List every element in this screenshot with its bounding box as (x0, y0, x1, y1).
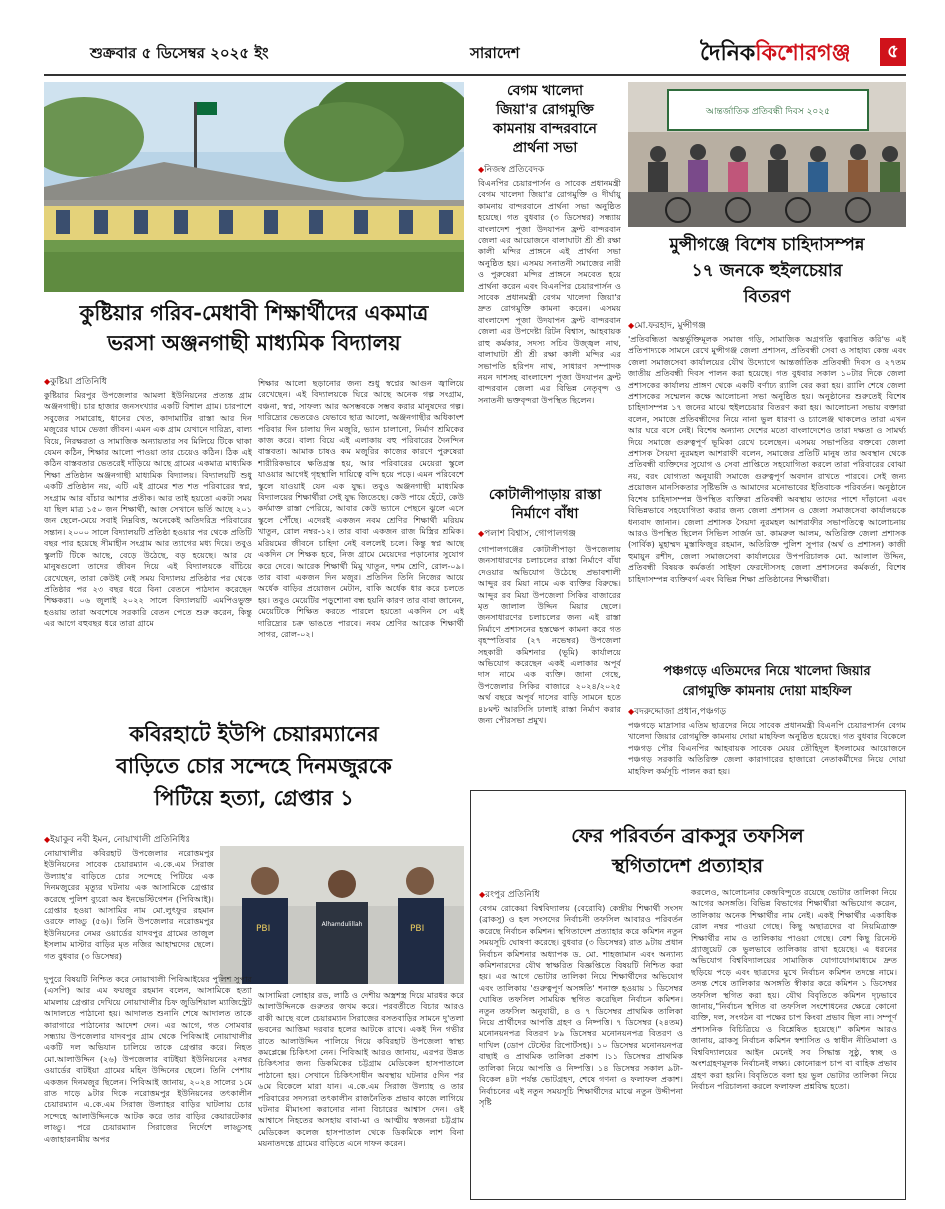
road-body: গোপালগঞ্জের কোটালীপাড়া উপজেলায় জনসাধারণের চলাচলের রাস্তা নির্মাণে বাঁধা দেওয়ার অভিযোগ উঠেছে প্রভাবশালী আব্দুর রব মিয়া নামে এক ব্যক্তির বিরুদ্ধে। আব্দুর রব মিয়া উপজেলা সিকির বাজারের মৃত জালাল উদ্দিন মিয়ার ছেলে। জনসাধারণের চলাচলের জন্য এই রাস্তা নির্মাণে প্রশাসনের হস্তক্ষেপ কামনা করে গত বৃহস্পতিবার (২৭ নভেম্বর) উপজেলা সহকারী কমিশনার (ভূমি) কার্যালয়ে অভিযোগ করেছেন একই এলাকার অপূর্ব দাস নামে এক ব্যক্তি। জানা গেছে, উপজেলার সিকির বাজারে ২০২৪/২০২৫ অর্থ বছরে অপূর্ব দাসের বাড়ি সামনে হতে ৪৮মন্ট আরসিসি ঢালাই রাস্তা নির্মাণ করার জন্য পৌরসভা প্রমুখ। (478, 544, 621, 726)
doa-headline-line1: পঞ্চগড়ে এতিমদের নিয়ে খালেদা জিয়ার (663, 664, 871, 679)
wheelchair-body: 'প্রতিবন্ধিতা অন্তর্ভুক্তিমূলক সমাজ গড়ি, সামাজিক অগ্রগতি ত্বরান্বিত করি'ভ এই প্রতিপাদ্যকে সামনে রেখে মুন্সীগঞ্জ জেলা প্রশাসন, প্রতিবন্ধী সেবা ও সাহায্য কেন্দ্র এবং জেলা সমাজসেবা কার্যালয়ের যৌথ উদ্যোগে আন্তর্জাতিক প্রতিবন্ধী দিবস ও ২৭তম জাতীয় প্রতিবন্ধী দিবস পালন করা হয়েছে। গত বুধবার সকাল ১০টার দিকে জেলা প্রশাসকের কার্যালয় প্রাঙ্গণ থেকে একটি বর্ণাঢ্য র‍্যালি বের করা হয়। র‍্যালি শেষে জেলা প্রশাসকের সম্মেলন কক্ষে আলোচনা সভা অনুষ্ঠিত হয়। অনুষ্ঠানের শুরুতেই বিশেষ চাহিদাসম্পন্ন ১৭ জনের মাঝে হুইলচেয়ার বিতরণ করা হয়। আলোচনা সভায় বক্তারা বলেন, সমাজে প্রতিবন্ধীদের নিয়ে নানা ভুল ধারণা ও চ্যালেঞ্জ থাকলেও তারা এখন আর ঘরে বসে নেই। বিশেষ অন্যান্য দেশের মতো বাংলাদেশেও তারা দক্ষতা ও সামর্থ্য দিয়ে সমাজে গুরুত্বপূর্ণ ভূমিকা রেখে চলেছেন। এসময় সভাপতির বক্তব্যে জেলা প্রশাসক সৈয়দা নুরমহল আশরাফী বলেন, সমাজের প্রতিটি মানুষ তার অবস্থান থেকে প্রতিবন্ধী ব্যক্তিদের সুযোগ ও সেবা প্রাপ্তিতে সহযোগিতা করলে তারা পরিবারের বোঝা নয়, বরং যোগ্যতা অনুযায়ী সমাজে গুরুত্বপূর্ণ অবদান রাখতে পারবে। সেই জন্য প্রয়োজন মানসিকতার সৃষ্টিভঙ্গি ও আমাদের মনোভাবের ইতিবাচক পরিবর্তন। অনুষ্ঠানে বিশেষ চাহিদাসম্পন্ন উপস্থিত ব্যক্তিরা প্রতিবন্ধী অবস্থায় তাদের পাশে দাঁড়ানো এবং বিভিন্নভাবে সহযোগিতা করার জন্য জেলা প্রশাসন ও জেলা সমাজসেবা কার্যালয়কে ধন্যবাদ জানান। জেলা প্রশাসক সৈয়দা নুরমহল আশরাফীর সভাপতিত্বে আলোচনায় আরও উপস্থিত ছিলেন সিভিল সার্জন ডা. কামরুল আলম, অতিরিক্ত জেলা প্রশাসক (সার্বিক) মুহাম্মদ মুস্তাফিজুর রহমান, অতিরিক্ত পুলিশ সুপার (অর্থ ও প্রশাসন) কাজী হুমায়ুন রশীদ, জেলা সমাজসেবা কার্যালয়ের উপপরিচালক মো. আলাল উদ্দিন, প্রতিবন্ধী বিষয়ক কর্মকর্তা সাইফা ফেরদৌসসহ জেলা প্রশাসনের কর্মকর্তা, বিশেষ চাহিদাসম্পন্ন ব্যক্তিবর্গ এবং বিভিন্ন শিক্ষা প্রতিষ্ঠানের শিক্ষার্থীরা। (628, 334, 906, 584)
masthead (0, 0, 945, 80)
begum-headline-line3: কামনায় বান্দরবানে (493, 121, 597, 137)
begum-body: বিএনপির চেয়ারপার্সন ও সাবেক প্রধানমন্ত্রী বেগম খালেদা জিয়া'র রোগমুক্তি ও দীর্ঘায়ু কামনায় বান্দরবানে প্রার্থনা সভা অনুষ্ঠিত হয়েছে। গত বুধবার (৩ ডিসেম্বর) সন্ধ্যায় বাংলাদেশ পূজা উদযাপন ফ্রন্ট বান্দরবান জেলা এর আয়োজনে বালাঘাটা শ্রী শ্রী রক্ষা কালী মন্দির প্রাঙ্গনে এই প্রার্থনা সভা অনুষ্ঠিত হয়। এসময় সনাতনী সমাজের নারী ও পুরুষেরা মন্দির প্রাঙ্গনে সমবেত হয়ে প্রার্থনা করেন এবং বিএনপির চেয়ারপার্সন ও সাবেক প্রধানমন্ত্রী বেগম খালেদা জিয়া'র দ্রুত রোগমুক্তি কামনা করেন। এসময় বাংলাদেশ পূজা উদযাপন ফ্রন্ট বান্দরবান জেলা এর উপদেষ্টা রিটন বিশ্বাস, আহবায়ক রাহু কর্মকার, সদস্য সচিব উজ্জ্বল নাথ, বালাঘাটা শ্রী শ্রী রক্ষা কালী মন্দির এর সভাপতি হরিপদ নাথ, সাধারণ সম্পাদক নয়ন দাশসহ বাংলাদেশ পূজা উদযাপন ফ্রন্ট বান্দরবান জেলা এর বিভিন্ন নেতৃবৃন্দ ও সনাতনী ভক্তবৃন্দরা উপস্থিত ছিলেন। (478, 178, 621, 405)
school-byline: ◆ কুষ্টিয়া প্রতিনিধি (44, 374, 107, 389)
svg-text:PBI: PBI (410, 924, 425, 934)
road-headline-line1: কোটালীপাড়ায় রাস্তা (488, 487, 602, 503)
begum-headline-line2: জিয়া'র রোগমুক্তি (496, 102, 594, 118)
road-headline-line2: নির্মাণে বাঁধা (511, 506, 579, 522)
begum-headline-line4: প্রার্থনা সভা (512, 140, 578, 156)
doa-body: পঞ্চগড়ে মাদ্রাসার এতিম ছাত্রদের নিয়ে সাবেক প্রধানমন্ত্রী বিএনপি চেয়ারপার্সন বেগম খালেদা জিয়ার রোগমুক্তি কামনায় দোয়া মাহফিল অনুষ্ঠিত হয়েছে। গত বুধবার বিকেলে পঞ্চগড় পৌর বিএনপির আহবায়ক সাবেক মেয়র তৌহিদুল ইসলামের আয়োজনে পঞ্চগড় সরকারি অতিরিক্ত জেলা কারাগারের হাজারো নেতাকর্মীদের নিয়ে দোয়া মাহফিল কর্মসূচি পালন করা হয়। (628, 720, 906, 776)
school-photo (44, 82, 464, 292)
brakso-headline-line1: ফের পরিবর্তন ব্রাকসুর তফসিল (571, 825, 804, 847)
masthead-paper-name (700, 36, 851, 73)
murder-body-col1-top: নোয়াখালীর কবিরহাট উপজেলার নরোত্তমপুর ইউনিয়নের সাবেক চেয়ারম্যান এ.কে.এম সিরাজ উল্যাহ'র বাড়িতে চোর সন্দেহে পিটিয়ে এক দিনমজুরের মৃত্যুর ঘটনায় এক আসামিকে গ্রেপ্তার করেছে পুলিশ ব্যুরো অব ইনভেস্টিগেশন (পিবিআই)। গ্রেপ্তার হওয়া আসামির নাম মো.লুৎফুর রহমান ওরফে লাড্ডু (৫৬)। তিনি উপজেলার নরোত্তমপুর ইউনিয়নের নেমর ওয়ার্ডের যাদবপুর গ্রামের তাজুল ইসলাম মাস্টার বাড়ির মৃত নজির আহাম্মদের ছেলে। গত বুধবার (৩ ডিসেম্বর) (44, 848, 214, 961)
road-byline: ◆ পলাশ বিশ্বাস, গোপালগঞ্জ (478, 526, 576, 541)
wheelchair-headline-line3: বিতরণ (743, 287, 791, 307)
doa-byline: ◆ বদরুদ্দোজা প্রধান,পঞ্চগড় (628, 704, 726, 719)
wheelchair-headline (628, 232, 906, 310)
wheelchair-photo (628, 82, 906, 227)
pbi-photo (220, 846, 464, 984)
svg-text:PBI: PBI (256, 924, 271, 934)
brakso-box (470, 790, 906, 1200)
banner-text: আন্তর্জাতিক প্রতিবন্ধী দিবস ২০২৫ (706, 107, 830, 117)
paper-name-b: কিশোরগঞ্জ (755, 41, 851, 66)
brakso-body-col1: বেগম রোকেয়া বিশ্ববিদ্যালয় (বেরোবি) কেন্দ্রীয় শিক্ষার্থী সংসদ (ব্রাকসু) ও হল সংসদের নির্বাচনী তফসিল আবারও পরিবর্তন করেছে নির্বাচন কমিশন। স্থগিতাদেশ প্রত্যাহার করে কমিশন নতুন সময়সূচি ঘোষণা করেছে। বুধবার (৩ ডিসেম্বর) রাত ৯টায় প্রধান নির্বাচন কমিশনার অধ্যাপক ড. মো. শাহজামান এবং অন্যান্য কমিশনারদের যৌথ স্বাক্ষরিত বিজ্ঞপ্তিতে বিষয়টি নিশ্চিত করা হয়। এর আগে ভোটার তালিকা নিয়ে শিক্ষার্থীদের অভিযোগ এবং তালিকায় 'গুরুত্বপূর্ণ অসঙ্গতি' শনাক্ত হওয়ায় ১ ডিসেম্বর ঘোষিত তফসিল সাময়িক স্থগিত করেছিল নির্বাচন কমিশন। নতুন তফসিল অনুযায়ী, ৪ ও ৭ ডিসেম্বর প্রাথমিক তালিকা নিয়ে প্রার্থীদের আপত্তি গ্রহণ ও নিষ্পত্তি। ৭ ডিসেম্বর (২৪তম) মনোনয়নপত্র বিতরণ ৮৯ ডিসেম্বর মনোনয়নপত্র বিতরণ ও দাখিল (ডোপ টেস্টের রিপোর্টসহ)। ১০ ডিসেম্বর মনোনয়নপত্র বাছাই ও প্রাথমিক তালিকা প্রকাশ ।১১ ডিসেম্বর প্রাথমিক তালিকা নিয়ে আপত্তি ও নিষ্পত্তি। ১৪ ডিসেম্বর সকাল ৯টা-বিকেল ৪টা পর্যন্ত ভোটগ্রহণ, শেষে গণনা ও ফলাফল প্রকাশ। নির্বাচনের এই নতুন সময়সূচি শিক্ষার্থীদের মাঝে নতুন উদ্দীপনা সৃষ্টি (479, 903, 683, 1107)
page-number: ৫ (887, 41, 899, 62)
school-headline-line2: ভরসা অঞ্জনগাছী মাধ্যমিক বিদ্যালয় (107, 330, 401, 355)
brakso-byline: ◆ রংপুর প্রতিনিধি (479, 887, 540, 902)
begum-byline: ◆ নিজস্ব প্রতিবেদক (478, 162, 544, 177)
school-headline (44, 298, 464, 358)
murder-headline-line1: কবিরহাটে ইউপি চেয়ারম্যানের (129, 721, 379, 746)
brakso-headline (471, 821, 904, 881)
doa-headline (628, 662, 906, 702)
shirt-text: Alhamdulillah (321, 921, 363, 928)
masthead-rule (44, 74, 906, 76)
murder-body-col1-bottom: দুপুরে বিষয়টি নিশ্চিত করে নোয়াখালী পিবিআইয়ের পুলিশ সুপার (এসপি) আর এম ফয়জুর রহমান বলেন, আসামিকে হত্যা মামলায় গ্রেপ্তার দেখিয়ে নোয়াখালীর চিফ জুডিশিয়াল ম্যাজিস্ট্রেট আদালতে পাঠানো হয়। আদালত শুনানি শেষে আদালত তাকে কারাগারে পাঠানোর আদেশ দেন। এর আগে, গত সোমবার সন্ধ্যায় উপজেলার যাদবপুর গ্রাম থেকে পিবিআই নোয়াখালীর একটি দল অভিযান চালিয়ে তাকে গ্রেপ্তার করে। নিহত মো.আলাউদ্দিন (২৬) উপজেলার বাটইয়া ইউনিয়নের ২নম্বর ওয়ার্ডের বাটইয়া গ্রামের মহিন উদ্দিনের ছেলে। তিনি পেশায় একজন দিনমজুর ছিলেন। পিবিআই জানায়, ২০২৪ সালের ১মে রাত দাড়ে ৯টার দিকে নরোত্তমপুর ইউনিয়নের তৎকালীন চেয়ারম্যান এ.কে.এম সিরাজ উল্যাহর বাড়ির ঘাটলায় চোর সন্দেহে আলাউদ্দিনকে আটক করে তার বাড়ির কেয়ারটেকার লাড্ডু। পরে চেয়ারম্যান সিরাজের নির্দেশে লাড্ডুসহ এজাহারনামীয় অপর (44, 974, 252, 1144)
masthead-section: সারাদেশ (470, 44, 520, 62)
murder-headline (44, 718, 464, 814)
page-number-badge (880, 38, 906, 66)
school-headline-line1: কুষ্টিয়ার গরিব-মেধাবী শিক্ষার্থীদের একমাত্র (79, 300, 429, 325)
school-body-col1: কুষ্টিয়ার মিরপুর উপজেলার আমলা ইউনিয়নের প্রত্যন্ত গ্রাম অঞ্জনগাছী। চার হাজার জনসংখ্যার একটি বিশাল গ্রাম। চারপাশে সবুজের সমারোহ, ধানের খেত, কাদামাটির রাস্তা আর দিন মজুরের ঘামে ভেজা জীবন। এমন এক গ্রাম যেখানে দারিদ্র্য, বাল্য বিয়ে, নিরক্ষরতা ও সামাজিক অন্যায়তার সব মিলিয়ে টিকে থাকা যেমন কঠিন, শিক্ষার আলো পাওয়া তার চেয়েও কঠিন। ঠিক এই কঠিন বাস্তবতার ভেতরেই দাঁড়িয়ে আছে গ্রামের একমাত্র মাধ্যমিক শিক্ষা প্রতিষ্ঠান অঞ্জনগাছী মাধ্যমিক বিদ্যালয়। বিদ্যালয়টি শুধু একটি প্রতিষ্ঠান নয়, এটি এই গ্রামের শত শত পরিবারের স্বপ্ন, সংগ্রাম আর বাঁচার আশার প্রতীক। আর তাই হয়তো একটা সময় যা ছিল মাত্র ১৫০ জন শিক্ষার্থী, আজ সেখানে ভর্তি আছে ২০১ জন ছেলে-মেয়ে সবাই নিম্নবিত্ত, অনেকেই অতিদরিদ্র পরিবারের সন্তান। ২০০০ সালে বিদ্যালয়টি প্রতিষ্ঠা হওয়ার পর থেকে প্রতিটি বছর পার হয়েছে সীমাহীন সংগ্রাম আর ত্যাগের মধ্য দিয়ে। তবুও স্কুলটি টিকে আছে, বেড়ে উঠেছে, বড় হয়েছে। আর যে মানুষগুলো তাদের জীবন দিয়ে এই বিদ্যালয়কে বাঁচিয়ে রেখেছেন, তারা কেউই নেই সময় বিদ্যালয় প্রতিষ্ঠার পর থেকে প্রতিষ্ঠার পর ২৩ বছর ধরে বিনা বেতনে পাঠদান করেছেন শিক্ষকরা। ০৬ জুলাই ২০২২ সালে বিদ্যালয়টি এমপিওভুক্ত হওয়ায় তারা অবশেষে সরকারি বেতন পেতে শুরু করেন, কিন্তু এর আগে বহুবছর ধরে তারা গ্রামে (44, 390, 252, 629)
paper-name-a: দৈনিক (700, 41, 756, 66)
brakso-headline-line2: স্থগিতাদেশ প্রত্যাহার (611, 855, 764, 877)
wheelchair-headline-line2: ১৭ জনকে হুইলচেয়ার (691, 261, 843, 281)
doa-headline-line2: রোগমুক্তি কামনায় দোয়া মাহফিল (682, 684, 852, 699)
wheelchair-headline-line1: মুন্সীগঞ্জে বিশেষ চাহিদাসম্পন্ন (669, 235, 865, 255)
school-body-col2: শিক্ষার আলো ছড়ানোর জন্য শুধু স্বপ্নের আগুন জ্বালিয়ে রেখেছেন। এই বিদ্যালয়কে ঘিরে আছে অনেক গল্প সংগ্রাম, বঞ্চনা, স্বপ্ন, সাফল্য আর অসম্ভবকে সম্ভব করার মানুষদের গল্প। দারিদ্র্যের ভেতরেও যেভাবে ছাত্র আলো, অঞ্জনগাছীর অধিকাংশ পরিবার দিন চালায় দিন মজুরি, ভ্যান চালানো, নির্মাণ শ্রমিকের কাজ করে। বাল্য বিয়ে এই এলাকায় বহু পরিবারের দৈনন্দিন বাস্তবতা। আমাক চাষও কম মজুরির কাজের কারণে পুরুষেরা শারীরিকভাবে ক্ষতিগ্রস্ত হয়, আর পরিবারের মেয়েরা স্কুলে যাওয়ার আগেই গৃহস্থালি দায়িত্বে বন্দি হয়ে পড়ে। এমন পরিবেশে স্কুলে যাওয়াই যেন এক যুদ্ধ। তবুও অঞ্জনগাছী মাধ্যমিক বিদ্যালয়ের শিক্ষার্থীরা সেই যুদ্ধ জিতেছে। কেউ পায়ে হেঁটে, কেউ কর্দমাক্ত রাস্তা পেরিয়ে, আবার কেউ ভ্যানে পেছনে ঝুলে এসে স্কুলে পৌঁছে। এদেরই একজন নবম শ্রেণির শিক্ষার্থী মরিয়ম খাতুন, রোল নম্বর-১২। তার বাবা একজন রাজ মিস্ত্রির শ্রমিক। মরিয়মের জীবনে চাহিদা নেই বললেই চলে। কিন্তু স্বপ্ন আছে একদিন সে শিক্ষক হবে, নিজ গ্রামে মেয়েদের পড়ানোর সুযোগ করে দেবে। আরেক শিক্ষার্থী মিমু খাতুন, দশম শ্রেণি, রোল-০৯। তার বাবা একজন দিন মজুর। প্রতিদিন তিনি নিজের আয়ে অর্ধেক বাড়ির প্রয়োজন মেটান, বাকি অর্ধেক ধার করে চলতে হয়। তবুও মেয়েটির পড়ুশোনা বন্ধ হয়নি কারণ তার বাবা জানেন, মেয়েটিকে শিক্ষিত করতে পারলে হয়তো একদিন সে এই দারিদ্র্যের চক্র ভাঙতে পারবে। নবম শ্রেণির আরেক শিক্ষার্থী সাগর, রোল-০২। (258, 378, 464, 639)
brakso-body-col2: করলেও, আলোচনার কেন্দ্রবিন্দুতে রয়েছে ভোটার তালিকা নিয়ে আগের অসঙ্গতি। বিভিন্ন বিভাগের শিক্ষার্থীরা অভিযোগ করেন, তালিকায় অনেক শিক্ষার্থীর নাম নেই। একই শিক্ষার্থীর একাধিক রোল নম্বর পাওয়া গেছে। কিছু অছাত্রদের বা নিয়মিত্রাক্ত শিক্ষার্থীর নাম ও তালিকায় পাওয়া গেছে। বেশ কিছু রিনেস্ট গ্র্যাজুয়েট কে ভুলভাবে তালিকায় রাখা হয়েছে। এ ধরনের অভিযোগ বিশ্ববিদ্যালয়ের সামাজিক যোগাযোগমাধ্যমে দ্রুত ছড়িয়ে পড়ে এবং ছাত্রদের মুখে নির্বাচন কমিশন তদন্তে নামে। তদন্ত শেষে তালিকার অসঙ্গতি স্বীকার করে কমিশন ১ ডিসেম্বর তফসিল স্থগিত করা হয়। যৌথ বিবৃতিতে কমিশন দৃঢ়ভাবে জানায়,"নির্বাচন স্থগিত বা তফসিল সংশোধনের ক্ষেত্রে কোনো ব্যক্তি, দল, সংগঠন বা পক্ষের চাপ কিংবা প্রভাব ছিল না। সম্পূর্ণ প্রশাসনিক বিচিত্রিয়ে ও বিশ্লেষিত হয়েছে।" কমিশন আরও জানায়, ব্রাকসু নির্বাচন কমিশন স্বশাসিত ও স্বাধীন নীতিমালা ও বিশ্ববিদ্যালয়ের আইন মেনেই সব সিদ্ধান্ত সুষ্ঠু, স্বচ্ছ ও অংশগ্রহণমূলক নির্বাচনই লক্ষ্য। কোনোরূপ চাপ বা বাহিক প্রভাব গ্রহণ করা হয়নি। বিবৃতিতে বলা হয় ভুল ভোটার তালিকা নিয়ে নির্বাচন পরিচালনা করলে ফলাফল প্রশ্নবিদ্ধ হতো। (691, 887, 897, 1091)
road-headline (470, 486, 620, 524)
murder-body-col2: আসামিরা লোহার রড, লাঠি ও দেশীয় অস্ত্রশস্ত্র দিয়ে মারধর করে আলাউদ্দিনকে গুরুতর জখম করে। পরবর্তীতে বিচার আরও বাকী আছে বলে চেয়ারম্যান সিরাজের বসতবাড়ির সামনে দু'তলা ভবনের আত্তিমা দরবার হলের আটকে রাখে। একই দিন গভীর রাতে আলাউদ্দিন পালিয়ে গিয়ে কবিরহাট উপজেলা স্বাস্থ্য কমপ্লেক্সে চিকিৎসা নেন। পিবিআই আরও জানায়, এরপর উন্নত চিকিৎসার জন্য ডিকমিকের চট্টগ্রাম মেডিকেল হাসপাতালে পাঠানো হয়। সেখানে চিকিৎসাধীন অবস্থায় ঘটনার ৫দিন পর ৬মে বিকেলে মারা যান। এ.কে.এম সিরাজ উল্যাহ ও তার পরিবারের সদস্যরা তৎকালীন রাজনৈতিক প্রভাব কাজে লাগিয়ে ঘটনার মীমাংসা করানোর নানা বিচারের আশ্বাস দেন। ওই আশ্বাসে নিহতের অসহায় বাবা-মা ও আত্মীয় স্বজনরা চট্টগ্রাম মেডিকেল কলেজ হাসপাতাল থেকে ডিকমিকে লাশ বিনা ময়নাতদন্তে গ্রামের বাড়িতে এনে দাফন করেন। (258, 990, 464, 1149)
wheelchair-byline: ◆ মো.ফরহাদ, মুন্সীগঞ্জ (628, 318, 706, 333)
murder-headline-line3: পিটিয়ে হত্যা, গ্রেপ্তার ১ (154, 785, 354, 810)
begum-headline (470, 82, 620, 158)
begum-headline-line1: বেগম খালেদা (506, 83, 584, 99)
masthead-date: শুক্রবার ৫ ডিসেম্বর ২০২৫ ইং (90, 44, 269, 62)
murder-byline: ◆ ইয়াকুব নবী ইমন, নোয়াখালী প্রতিনিধিঃ (44, 832, 190, 847)
murder-headline-line2: বাড়িতে চোর সন্দেহে দিনমজুরকে (116, 753, 392, 778)
